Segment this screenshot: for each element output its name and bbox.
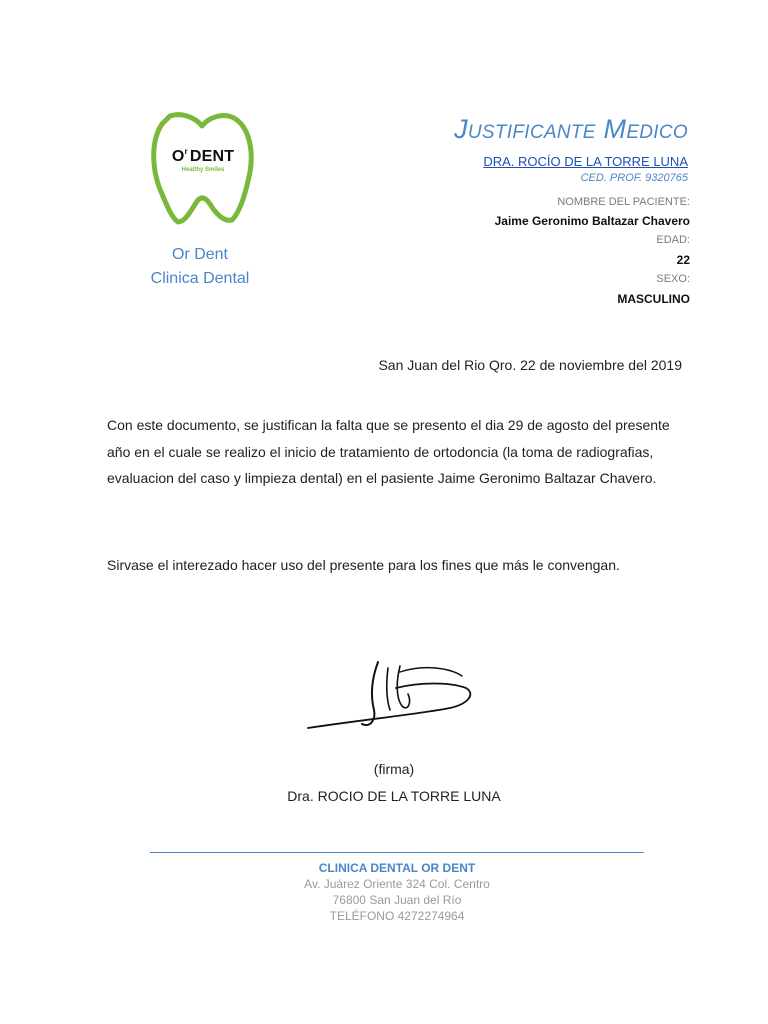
logo-brand-prefix: O [171,148,185,165]
clinic-name-line1: Or Dent [171,246,228,263]
justification-paragraph: Con este documento, se justifican la falta que se presento el dia 29 de agosto del presente año en el cuale se realizo el inicio de tratamiento de ortodoncia (la toma de radiografias, evaluacion del caso y limpieza dental) en el pasiente Jaime Geronimo Baltazar Chavero. [107,417,670,486]
footer [150,860,644,924]
professional-id: CED. PROF. 9320765 [580,172,688,184]
closing-paragraph: Sirvase el interezado hacer uso del presente para los fines que más le convengan. [107,557,620,573]
doctor-name: DRA. ROCÍO DE LA TORRE LUNA [483,154,688,169]
footer-phone: TELÉFONO 4272274964 [329,909,465,923]
logo-brand-suffix: DENT [189,148,235,165]
footer-address-line2: 76800 San Juan del Río [332,893,462,907]
age-value: 22 [676,253,690,267]
sex-label: SEXO: [656,273,690,285]
logo-brand-mark: r [184,147,188,156]
signature-label: (firma) [373,761,415,777]
patient-name: Jaime Geronimo Baltazar Chavero [494,214,690,228]
clinic-name-line2: Clinica Dental [150,270,250,287]
clinic-name [120,243,280,291]
handwritten-signature [300,648,480,748]
footer-title: CLINICA DENTAL OR DENT [318,861,476,875]
logo-brand [163,147,243,166]
footer-divider [150,852,644,853]
signer-name: Dra. ROCIO DE LA TORRE LUNA [287,788,501,804]
logo-wordmark [163,147,243,173]
sex-value: MASCULINO [617,292,690,306]
age-label: EDAD: [656,234,690,246]
footer-address-line1: Av. Juárez Oriente 324 Col. Centro [304,877,490,891]
logo-tagline: Healthy Smiles [181,167,225,173]
place-date: San Juan del Rio Qro. 22 de noviembre del 2019 [378,357,682,373]
patient-name-label: NOMBRE DEL PACIENTE: [557,196,690,208]
document-title: Justificante Medico [454,114,688,144]
